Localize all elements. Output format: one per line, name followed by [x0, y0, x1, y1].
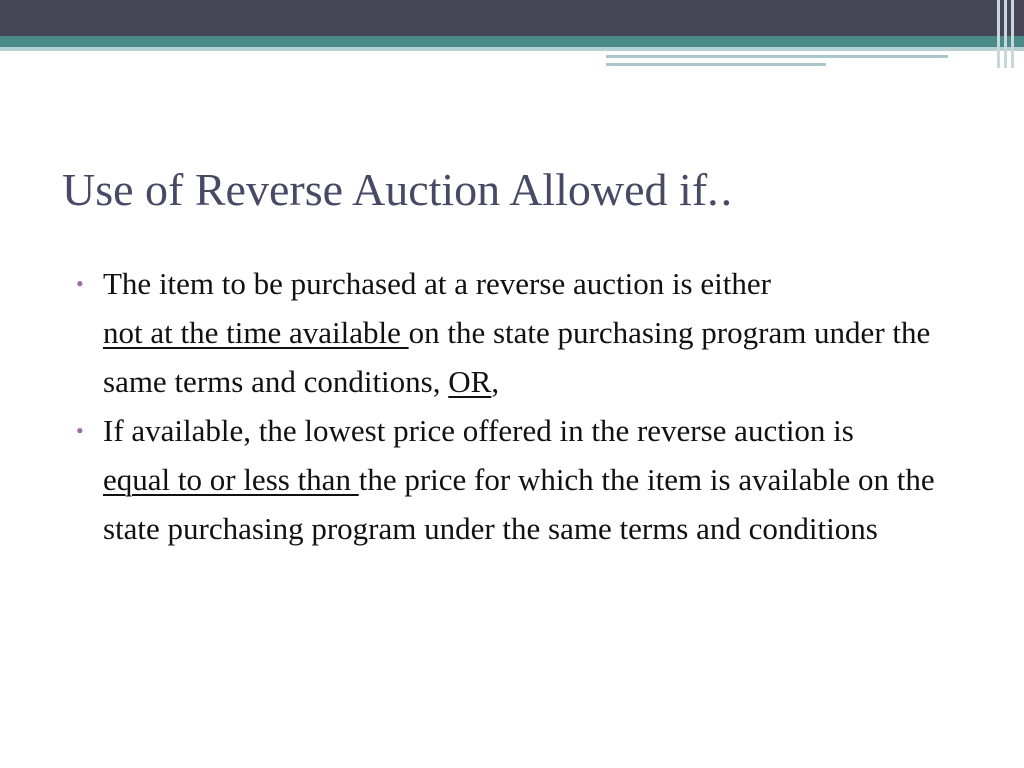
bullet-text: on the state purchasing program under the same terms and conditions,	[103, 315, 931, 399]
underlined-text: equal to or less than	[103, 462, 359, 497]
bullet-icon: •	[76, 418, 84, 443]
bullet-item	[72, 406, 972, 553]
header-dark-band	[0, 0, 1024, 36]
header-step-line	[606, 55, 948, 58]
bullet-icon: •	[76, 271, 84, 296]
corner-stripe	[1004, 0, 1007, 68]
corner-stripe	[997, 0, 1000, 68]
header-step-line	[606, 63, 826, 66]
bullet-text: If available, the lowest price offered in the reverse auction is	[103, 413, 854, 448]
bullet-text: The item to be purchased at a reverse auction is either	[103, 266, 771, 301]
bullet-list	[72, 259, 972, 553]
underlined-text: OR	[448, 364, 492, 399]
slide-title-text: Use of Reverse Auction Allowed if	[62, 164, 708, 215]
bullet-text: ,	[491, 364, 500, 399]
bullet-text: the price for which the item is available on the state purchasing program under the same terms and conditions	[103, 462, 935, 546]
bullet-item	[72, 259, 972, 406]
slide-title	[62, 160, 734, 220]
underlined-text: not at the time available	[103, 315, 409, 350]
header-step	[606, 51, 1024, 69]
slide-title-suffix: ..	[707, 164, 735, 215]
corner-stripe	[1011, 0, 1014, 68]
header-teal-band	[0, 36, 1024, 47]
